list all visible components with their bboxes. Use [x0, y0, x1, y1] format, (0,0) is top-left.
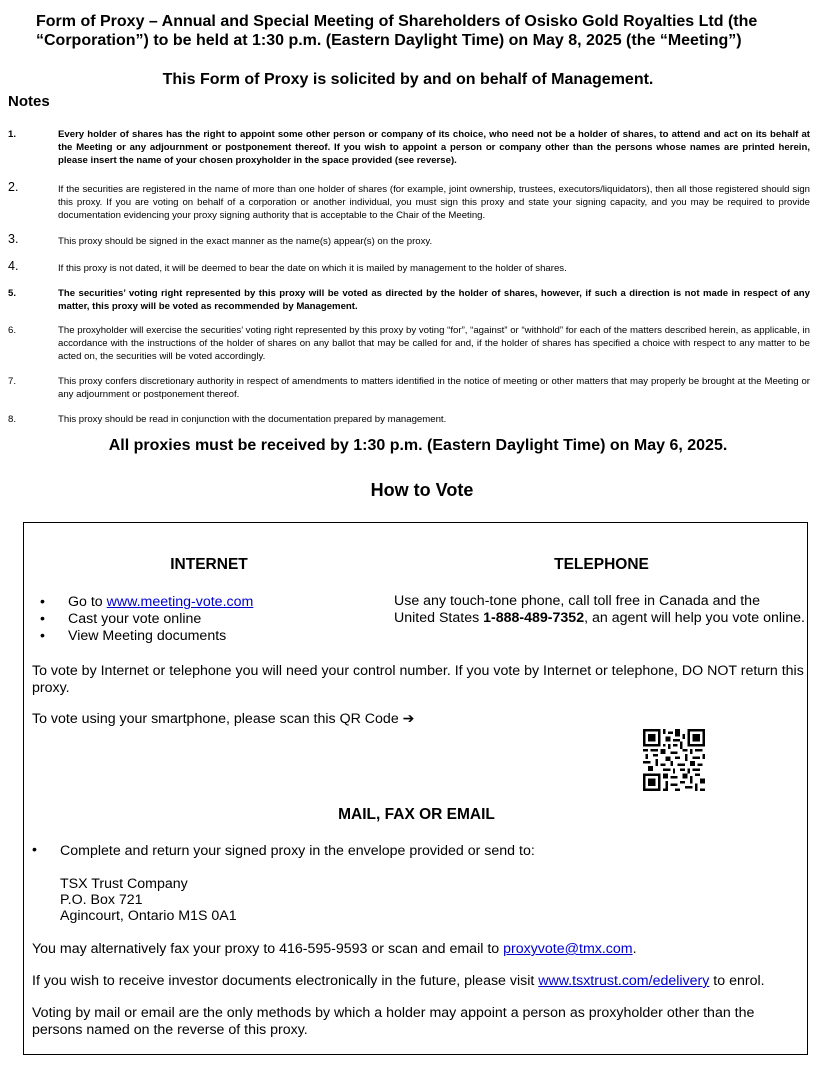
note-number: 4. — [8, 259, 19, 273]
note-text: This proxy should be read in conjunction with the documentation prepared by management. — [58, 414, 447, 425]
note-item — [8, 324, 810, 363]
note-number: 2. — [8, 180, 19, 194]
address-line: P.O. Box 721 — [60, 892, 143, 908]
phone-number[interactable]: 1-888-489-7352 — [483, 610, 585, 626]
note-text: The securities’ voting right represented by this proxy will be voted as directed by the holder of shares, however, if such a direction is not made in respect of any matter, this proxy will be voted as recommended by Management. — [58, 288, 810, 312]
fax-prefix: You may alternatively fax your proxy to — [32, 941, 280, 957]
note-item — [8, 287, 810, 313]
note-item — [8, 259, 810, 275]
note-item — [8, 232, 810, 248]
edelivery-prefix: If you wish to receive investor documents electronically in the future, please visit — [32, 973, 539, 989]
how-to-vote-heading: How to Vote — [370, 480, 474, 500]
fax-email-note — [32, 941, 804, 958]
meeting-vote-link[interactable]: www.meeting-vote.com — [106, 594, 254, 610]
mail-instruction: Complete and return your signed proxy in the envelope provided or send to: — [60, 843, 535, 859]
note-text: The proxyholder will exercise the securities’ voting right represented by this proxy by voting “for”, “against” or “withhold” for each of the matters described herein, as applicable, in accordance with the instructions of the holder of shares on any ballot that may be called for and, if the holder of shares has specified a choice with respect to any matter to be acted on, the securities will be voted accordingly. — [58, 325, 810, 362]
telephone-line1: Use any touch-tone phone, call toll free in Canada and the — [394, 593, 760, 609]
note-number: 8. — [8, 414, 17, 425]
goto-label: Go to — [68, 594, 107, 610]
edelivery-link[interactable]: www.tsxtrust.com/edelivery — [538, 973, 710, 989]
note-text: This proxy confers discretionary authority in respect of amendments to matters identified in the notice of meeting or other matters that may properly be brought at the Meeting or any adjournment or postponement thereof. — [58, 376, 810, 400]
internet-view-docs: View Meeting documents — [68, 628, 227, 644]
voting-instructions-box — [23, 522, 808, 1055]
internet-cast-vote: Cast your vote online — [68, 611, 202, 627]
note-text: Every holder of shares has the right to appoint some other person or company of its choice, who need not be a holder of shares, to attend and act on its behalf at the Meeting or any adjournment or postponement thereof. If you wish to appoint a person or company other than the persons whose names are printed herein, please insert the name of your chosen proxyholder in the space provided (see reverse). — [58, 129, 810, 166]
fax-end: . — [632, 941, 637, 957]
bullet-icon: • — [40, 628, 45, 644]
bullet-icon: • — [40, 611, 45, 627]
note-item — [8, 180, 810, 222]
solicitation-statement: This Form of Proxy is solicited by and on behalf of Management. — [162, 71, 654, 88]
internet-heading: INTERNET — [170, 556, 248, 573]
fax-mid: or scan and email to — [367, 941, 504, 957]
smartphone-instruction: To vote using your smartphone, please scan this QR Code ➔ — [32, 711, 415, 727]
proxy-deadline: All proxies must be received by 1:30 p.m. (Eastern Daylight Time) on May 6, 2025. — [108, 437, 728, 454]
bullet-icon: • — [40, 594, 45, 610]
address-line: TSX Trust Company — [60, 876, 188, 892]
note-number: 3. — [8, 232, 19, 246]
telephone-line2 — [394, 610, 809, 627]
note-number: 1. — [8, 129, 17, 140]
mail-fax-email-heading: MAIL, FAX OR EMAIL — [338, 806, 495, 823]
note-text: This proxy should be signed in the exact manner as the name(s) appear(s) on the proxy. — [58, 236, 433, 247]
internet-goto — [68, 594, 253, 611]
fax-number: 416-595-9593 — [279, 941, 368, 957]
page-title: Form of Proxy – Annual and Special Meeting of Shareholders of Osisko Gold Royalties Ltd (the “Corporation”) to be held at 1:30 p.m. (Eastern Daylight Time) on May 8, 2025 (the “Meeting”) — [36, 13, 758, 49]
telephone-suffix: , an agent will help you vote online. — [584, 610, 805, 626]
note-text: If this proxy is not dated, it will be deemed to bear the date on which it is mailed by management to the holder of shares. — [58, 263, 567, 274]
note-item — [8, 128, 810, 167]
closing-note: Voting by mail or email are the only methods by which a holder may appoint a person as proxyholder other than the persons named on the reverse of this proxy. — [32, 1005, 755, 1038]
proxyvote-email-link[interactable]: proxyvote@tmx.com — [503, 941, 633, 957]
qr-code-icon[interactable] — [643, 729, 705, 791]
telephone-heading: TELEPHONE — [554, 556, 649, 573]
edelivery-suffix: to enrol. — [709, 973, 765, 989]
note-number: 6. — [8, 325, 17, 336]
note-item — [8, 375, 810, 401]
telephone-prefix: United States — [394, 610, 484, 626]
note-number: 7. — [8, 376, 17, 387]
note-number: 5. — [8, 288, 17, 299]
edelivery-note — [32, 973, 804, 990]
address-line: Agincourt, Ontario M1S 0A1 — [60, 908, 237, 924]
control-number-note: To vote by Internet or telephone you will need your control number. If you vote by Internet or telephone, DO NOT return this proxy. — [32, 663, 804, 696]
bullet-icon: • — [32, 842, 37, 858]
notes-heading: Notes — [8, 93, 50, 110]
note-item — [8, 413, 810, 426]
note-text: If the securities are registered in the name of more than one holder of shares (for example, joint ownership, trustees, executors/liquidators), then all those registered should sign this proxy. If you are voting on behalf of a corporation or another individual, you must sign this proxy and state your signing capacity, and you may be required to provide documentation evidencing your proxy signing authority that is acceptable to the Chair of the Meeting. — [58, 184, 810, 221]
